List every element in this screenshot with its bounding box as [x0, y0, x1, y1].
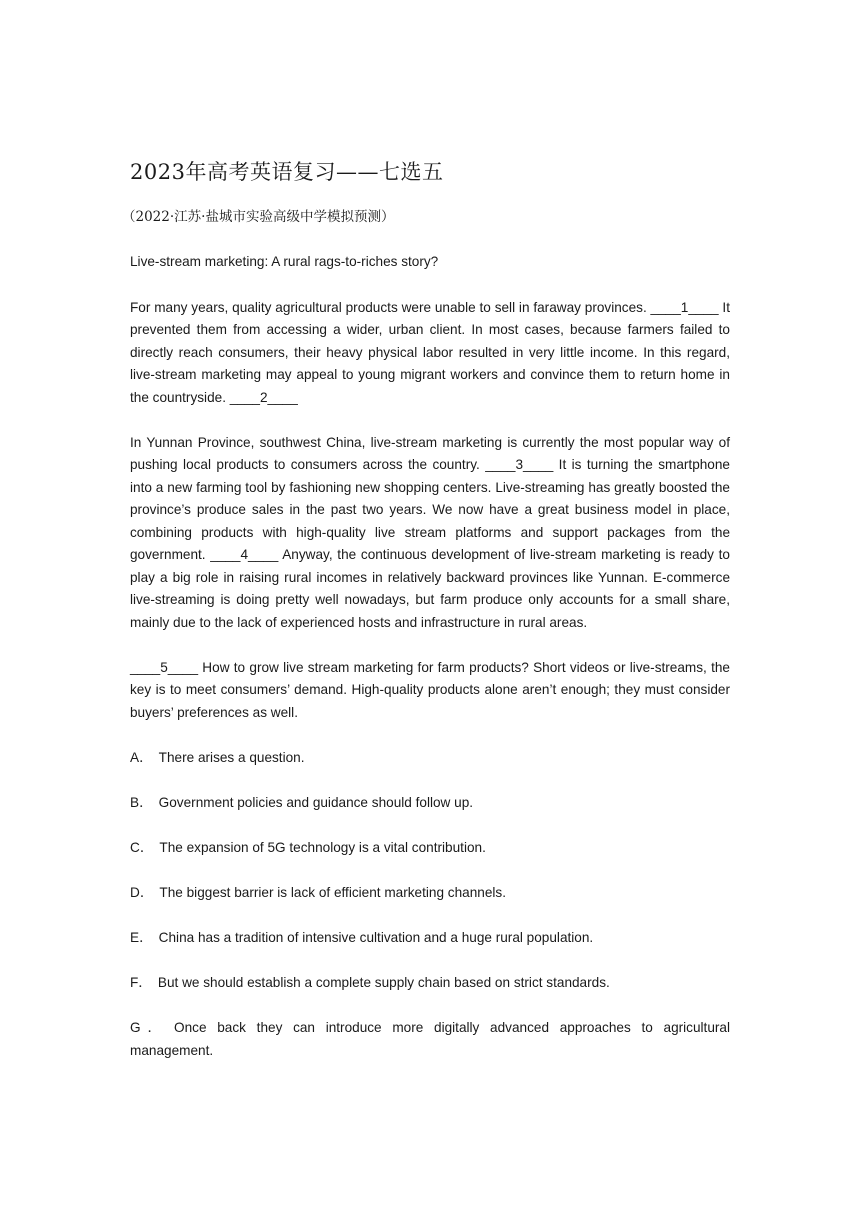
passage-paragraph-3: ____5____ How to grow live stream marketing for farm products? Short videos or live-streams, the key is to meet consumers’ demand. High-quality products alone aren’t enough; they must consider buyers’ preferences as well.: [130, 659, 730, 720]
passage-paragraph-1: For many years, quality agricultural products were unable to sell in faraway provinces. ____1____ It prevented them from accessing a wider, urban client. In most cases, because farmers failed to directly reach consumers, their heavy physical labor resulted in very little income. In this regard, live-stream marketing may appeal to young migrant workers and convince them to return home in the countryside. ____2____: [130, 299, 730, 405]
option-letter: D．: [130, 884, 154, 900]
passage-title: Live-stream marketing: A rural rags-to-riches story?: [130, 254, 439, 269]
document-title: 2023年高考英语复习——七选五: [130, 160, 444, 184]
option-letter: C．: [130, 839, 154, 855]
option-text: There arises a question.: [158, 749, 305, 765]
option-a: [130, 747, 730, 770]
option-c: [130, 837, 730, 860]
option-text: The expansion of 5G technology is a vital contribution.: [159, 839, 486, 855]
option-letter: A．: [130, 749, 153, 765]
option-text: But we should establish a complete supply chain based on strict standards.: [157, 974, 610, 990]
option-g: [130, 1017, 730, 1062]
option-letter: B．: [130, 794, 153, 810]
option-letter: E．: [130, 929, 153, 945]
option-f: [130, 972, 730, 995]
option-text: Government policies and guidance should follow up.: [158, 794, 474, 810]
source-citation: （2022·江苏·盐城市实验高级中学模拟预测）: [122, 209, 395, 225]
option-d: [130, 882, 730, 905]
option-b: [130, 792, 730, 815]
options-list: [130, 747, 730, 1063]
document-page: [122, 150, 731, 1085]
option-text: China has a tradition of intensive cultivation and a huge rural population.: [158, 929, 594, 945]
option-text: The biggest barrier is lack of efficient marketing channels.: [159, 884, 506, 900]
passage-paragraph-2: In Yunnan Province, southwest China, live-stream marketing is currently the most popular way of pushing local products to consumers across the country. ____3____ It is turning the smartphone into a new farming tool by fashioning new shopping centers. Live-streaming has greatly boosted the province’s produce sales in the past two years. We now have a great business model in place, combining products with high-quality live stream platforms and support packages from the government. ____4____ Anyway, the continuous development of live-stream marketing is ready to play a big role in raising rural incomes in relatively backward provinces like Yunnan. E-commerce live-streaming is doing pretty well nowadays, but farm produce only accounts for a small share, mainly due to the lack of experienced hosts and infrastructure in rural areas.: [130, 434, 730, 630]
option-text: Once back they can introduce more digitally advanced approaches to agricultural management.: [130, 1020, 731, 1058]
option-e: [130, 927, 730, 950]
option-letter: F．: [130, 974, 152, 990]
option-letter: G．: [130, 1020, 169, 1036]
